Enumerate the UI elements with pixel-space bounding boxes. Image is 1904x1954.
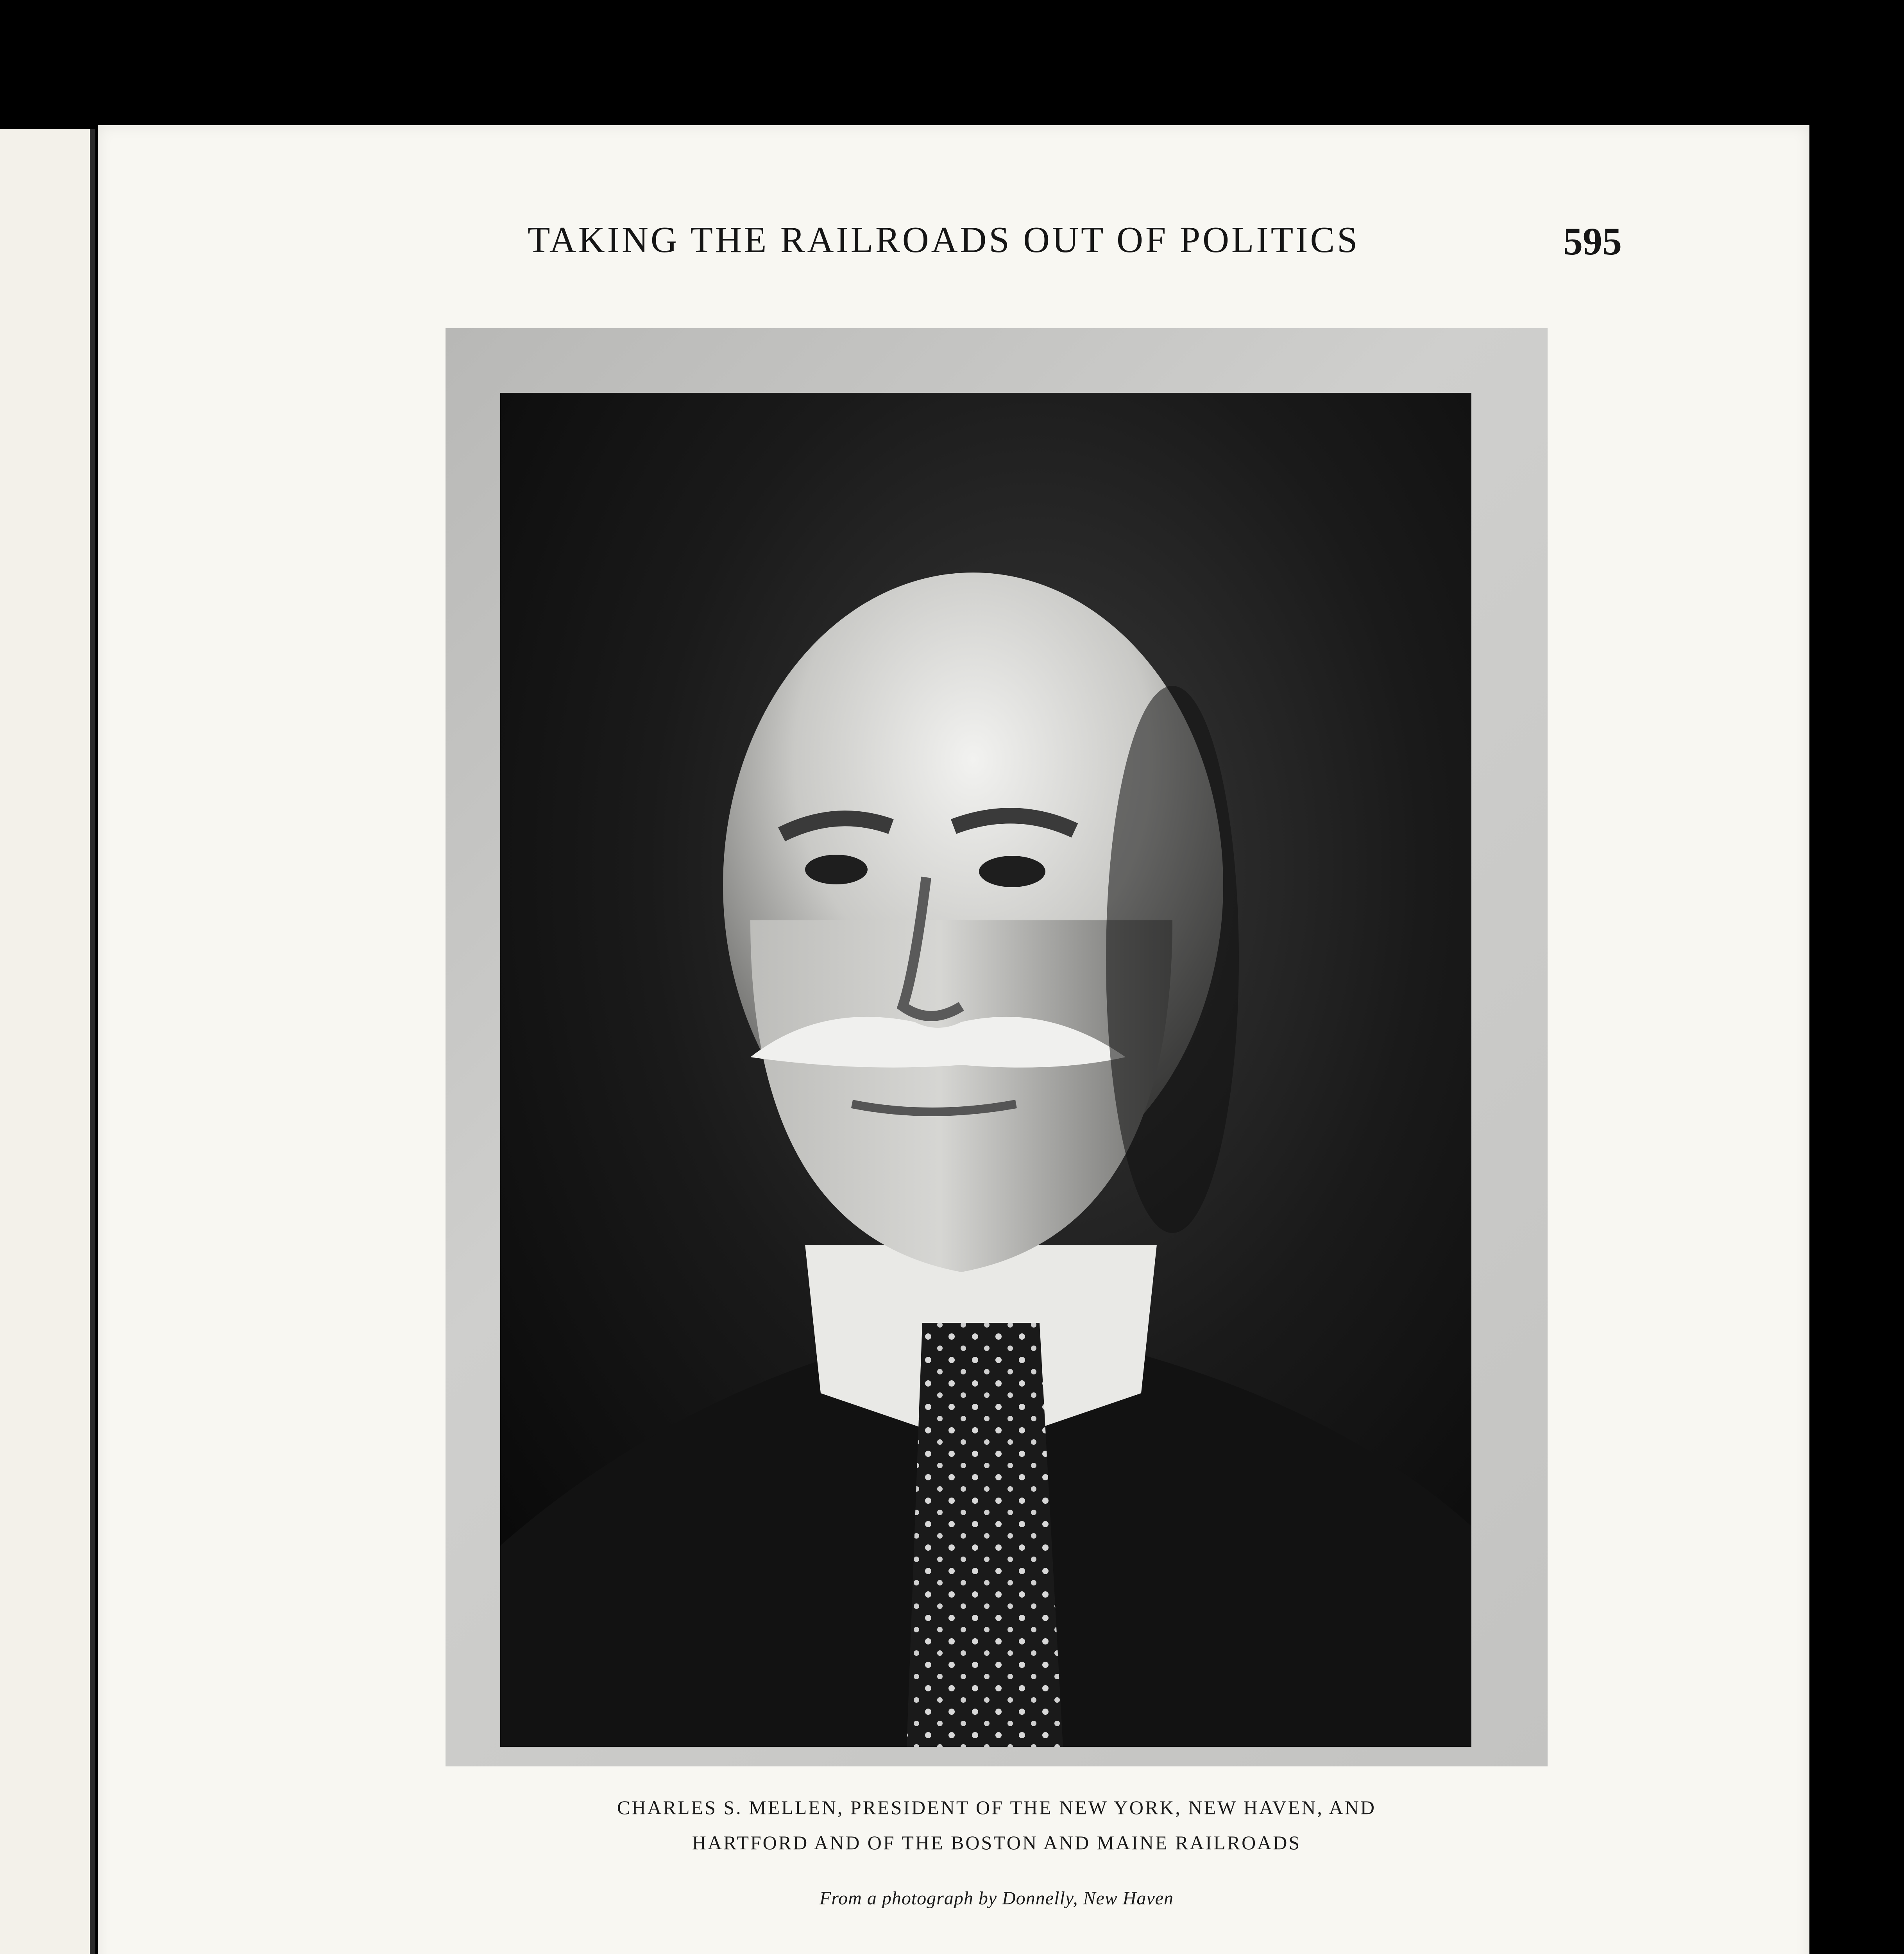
photo-caption <box>449 1790 1544 1909</box>
page-number: 595 <box>1563 220 1622 263</box>
magazine-page <box>98 125 1809 1954</box>
photo-credit: From a photograph by Donnelly, New Haven <box>819 1888 1174 1909</box>
caption-line-1: CHARLES S. MELLEN, PRESIDENT OF THE NEW YORK, NEW HAVEN, AND <box>617 1797 1376 1818</box>
caption-line-2: HARTFORD AND OF THE BOSTON AND MAINE RAILROADS <box>692 1832 1301 1854</box>
previous-page-edge <box>0 129 95 1954</box>
portrait-illustration <box>500 393 1471 1747</box>
running-title: TAKING THE RAILROADS OUT OF POLITICS <box>528 220 1360 260</box>
portrait-photograph <box>500 393 1471 1747</box>
photo-plate <box>446 328 1548 1766</box>
